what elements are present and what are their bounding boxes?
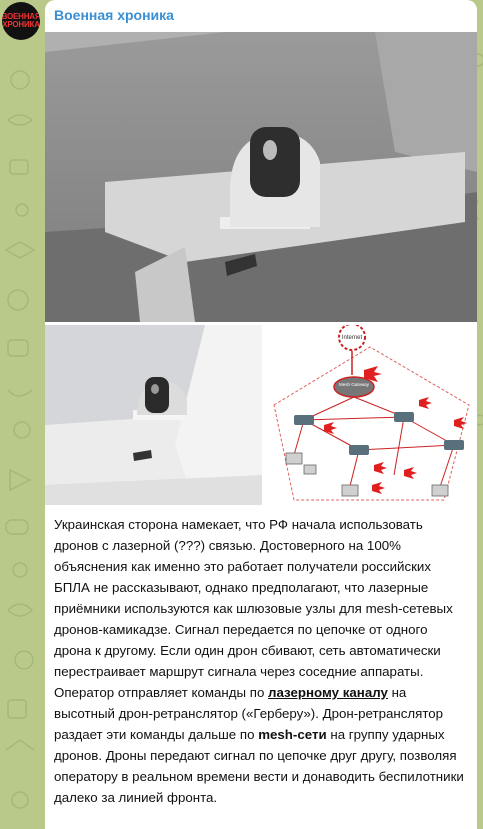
- mesh-gateway-node: [334, 377, 374, 397]
- laptop-icon-1: [286, 453, 302, 464]
- laptop-icon-2: [342, 485, 358, 496]
- mesh-node-3: [349, 445, 369, 455]
- post-text-part-3: на группу ударных дронов. Дроны передают сигнал по цепочке друг другу, позволяя оператору в реальном времени вести и донаводить беспилотники далеко за линией фронта.: [54, 727, 464, 805]
- post-text: [54, 514, 468, 808]
- laser-channel-bold: лазерному каналу: [268, 685, 388, 700]
- channel-name-link[interactable]: Военная хроника: [54, 7, 174, 23]
- post-text-part-1: Украинская сторона намекает, что РФ начала использовать дронов с лазерной (???) связью. Достоверного на 100% объяснения как именно это работает получатели российских БПЛА не рассказывают, однако предполагают, что лазерные приёмники используются как шлюзовые узлы для mesh-сетевых дронов-камикадзе. Сигнал передается по цепочке от одного дрона к другому. Если один дрон сбивают, сеть автоматически перестраивает маршрут сигнала через соседние аппараты. Оператор отправляет команды по: [54, 517, 453, 700]
- mesh-network-bold: mesh-сети: [258, 727, 327, 742]
- avatar-text-line1: ВОЕННАЯ: [2, 12, 40, 21]
- photo-drone-laser-turret[interactable]: [45, 32, 477, 322]
- mesh-node-2: [394, 412, 414, 422]
- mesh-node-4: [444, 440, 464, 450]
- message-bubble: [45, 0, 477, 829]
- channel-avatar[interactable]: [2, 2, 40, 40]
- mesh-network-diagram[interactable]: [264, 325, 477, 505]
- photo-drone-side-view[interactable]: [45, 325, 262, 505]
- avatar-text-line2: ХРОНИКА: [2, 20, 40, 29]
- gateway-label: Mesh Gateway: [338, 382, 370, 387]
- laptop-icon-4: [304, 465, 316, 474]
- post-text-part-2: на высотный дрон-ретранслятор («Герберу»). Дрон-ретранслятор раздает эти команды дальше по: [54, 685, 444, 742]
- mesh-node-1: [294, 415, 314, 425]
- internet-label: Internet: [341, 335, 363, 341]
- laptop-icon-3: [432, 485, 448, 496]
